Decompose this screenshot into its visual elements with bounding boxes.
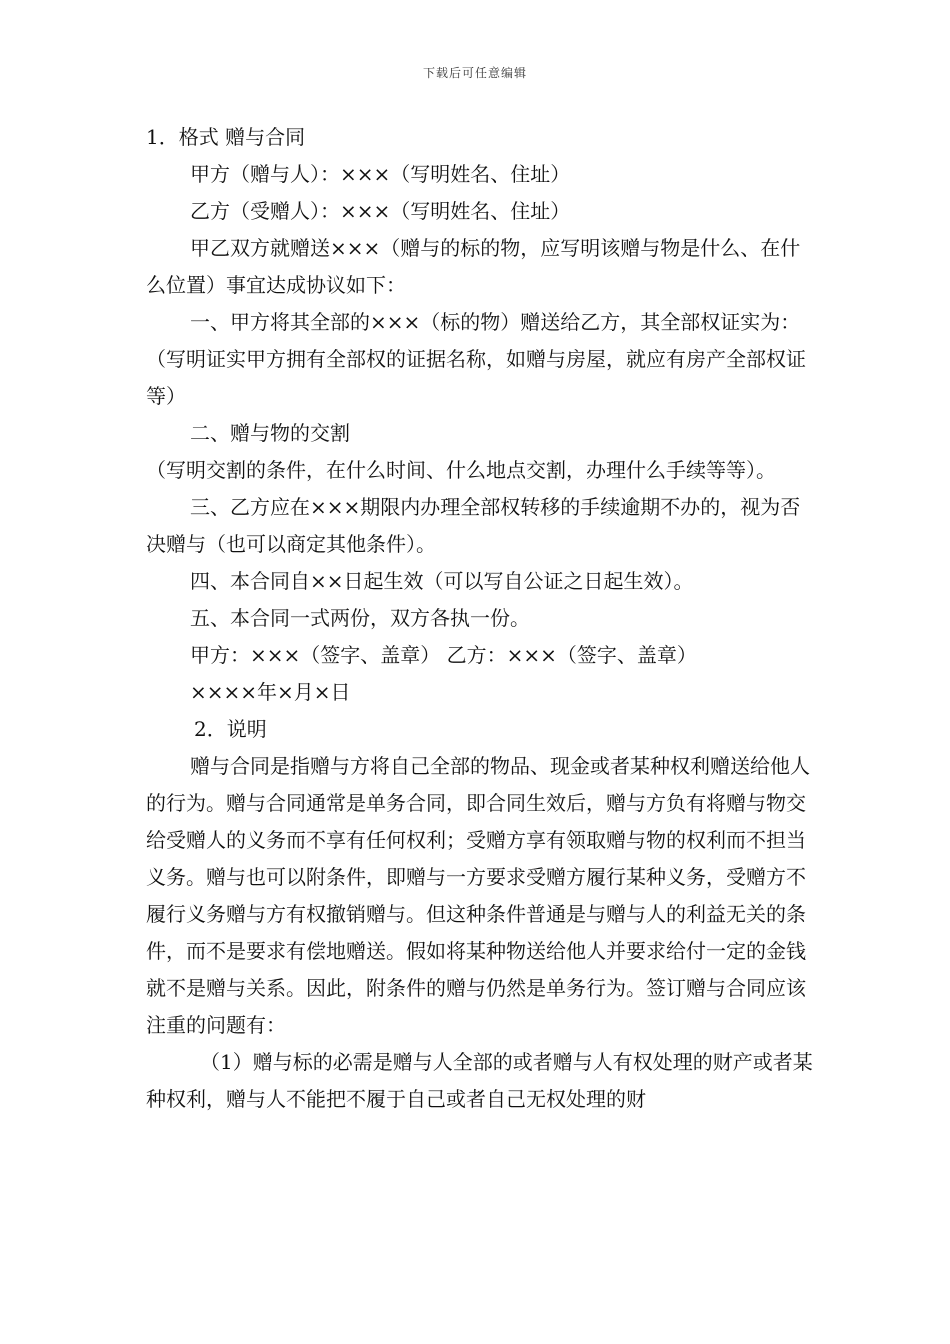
signature-line: 甲方：×××（签字、盖章） 乙方：×××（签字、盖章） bbox=[190, 643, 697, 667]
party-b-line: 乙方（受赠人）：×××（写明姓名、住址） bbox=[190, 199, 571, 223]
agreement-intro: 甲乙双方就赠送×××（赠与的标的物，应写明该赠与物是什么、在什么位置）事宜达成协议如下： bbox=[146, 236, 801, 297]
party-a-line: 甲方（赠与人）：×××（写明姓名、住址） bbox=[190, 162, 571, 186]
section-heading-format: 1．格式 赠与合同 bbox=[146, 125, 306, 149]
clause-three: 三、乙方应在×××期限内办理全部权转移的手续逾期不办的，视为否决赠与（也可以商定其他条件）。 bbox=[146, 495, 801, 556]
clause-two-body: （写明交割的条件，在什么时间、什么地点交割，办理什么手续等等）。 bbox=[146, 458, 776, 482]
note-item-1: （1）赠与标的必需是赠与人全部的或者赠与人有权处理的财产或者某种权利，赠与人不能把不履于自己或者自己无权处理的财 bbox=[146, 1050, 813, 1111]
clause-five: 五、本合同一式两份，双方各执一份。 bbox=[190, 606, 530, 630]
clause-one: 一、甲方将其全部的×××（标的物）赠送给乙方，其全部权证实为：（写明证实甲方拥有全部权的证据名称，如赠与房屋，就应有房产全部权证等） bbox=[146, 310, 806, 408]
page-header: 下载后可任意编辑 bbox=[422, 66, 527, 80]
section-heading-explanation: 2．说明 bbox=[194, 717, 267, 741]
clause-two-title: 二、赠与物的交割 bbox=[190, 421, 350, 445]
document-body bbox=[146, 119, 814, 1118]
date-line: ××××年×月×日 bbox=[190, 680, 351, 704]
explanation-paragraph: 赠与合同是指赠与方将自己全部的物品、现金或者某种权利赠送给他人的行为。赠与合同通常是单务合同，即合同生效后，赠与方负有将赠与物交给受赠人的义务而不享有任何权利；受赠方享有领取赠与物的权利而不担当义务。赠与也可以附条件，即赠与一方要求受赠方履行某种义务，受赠方不履行义务赠与方有权撤销赠与。但这种条件普通是与赠与人的利益无关的条件，而不是要求有偿地赠送。假如将某种物送给他人并要求给付一定的金钱就不是赠与关系。因此，附条件的赠与仍然是单务行为。签订赠与合同应该注重的问题有： bbox=[146, 754, 810, 1037]
clause-four: 四、本合同自××日起生效（可以写自公证之日起生效）。 bbox=[190, 569, 694, 593]
